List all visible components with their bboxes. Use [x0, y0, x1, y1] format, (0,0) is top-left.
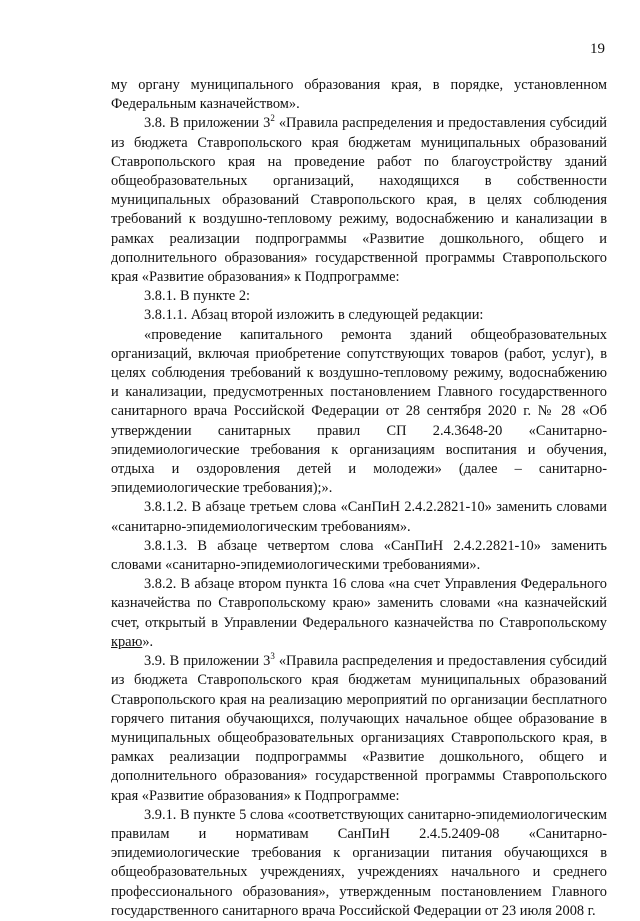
paragraph-text: 3.8.2. В абзаце втором пункта 16 слова «на счет Управления Федерального казначейства по Ставропольскому краю» заменить словами «на казначейский счет, открытый в Управлении Федерального казначейства по Ставропольскому: [111, 576, 607, 631]
paragraph-text: му органу муниципального образования края, в порядке, установленном Федеральным казначейством».: [111, 77, 607, 113]
paragraph-text: «проведение капитального ремонта зданий общеобразовательных организаций, включая приобретение сопутствующих товаров (работ, услуг), в целях соблюдения требований к воздушно-тепловому режиму, водоснабжению и канализации, предусмотренных постановлением Главного государственного санитарного врача Российской Федерации от 28 сентября 2020 г. № 28 «Об утверждении санитарных правил СП 2.4.3648-20 «Санитарно-эпидемиологические требования к организациям воспитания и обучения, отдыха и оздоровления детей и молодежи» (далее – санитарно-эпидемиологические требования);».: [111, 326, 607, 497]
paragraph-text: 3.8.1.2. В абзаце третьем слова «СанПиН 2.4.2.2821-10» заменить словами «санитарно-эпидемиологическим требованиям».: [111, 499, 607, 535]
footnote-reference: 2: [270, 113, 275, 124]
paragraph-text: ».: [142, 633, 154, 650]
paragraph-p8: [111, 652, 607, 806]
paragraph-p2: [111, 287, 607, 306]
paragraph-p0: [111, 76, 607, 114]
paragraph-p3: [111, 306, 607, 325]
paragraph-text: 3.8. В приложении 3: [144, 115, 271, 132]
document-body: [111, 76, 607, 921]
paragraph-p6: [111, 537, 607, 575]
paragraph-text: «Правила распределения и предоставления субсидий из бюджета Ставропольского края бюджетам муниципальных образований Ставропольского края на проведение работ по благоустройству зданий общеобразовательных организаций, находящихся в собственности муниципальных образований Ставропольского края, в целях соблюдения требований к воздушно-тепловому режиму, водоснабжению и канализации в рамках реализации подпрограммы «Развитие дошкольного, общего и дополнительного образования» государственной программы Ставропольского края «Развитие образования» к Подпрограмме:: [111, 115, 607, 286]
paragraph-text: краю: [111, 633, 143, 650]
paragraph-text: «Правила распределения и предоставления субсидий из бюджета Ставропольского края бюджетам муниципальных образований Ставропольского края на реализацию мероприятий по организации бесплатного горячего питания обучающихся, получающих начальное общее образование в муниципальных общеобразовательных организациях Ставропольского края, в рамках реализации подпрограммы «Развитие дошкольного, общего и дополнительного образования» государственной программы Ставропольского края «Развитие образования» к Подпрограмме:: [111, 653, 607, 804]
footnote-reference: 3: [270, 651, 275, 662]
page-number: 19: [590, 41, 605, 57]
paragraph-text: 3.8.1. В пункте 2:: [144, 288, 251, 305]
paragraph-p5: [111, 498, 607, 536]
paragraph-text: 3.8.1.1. Абзац второй изложить в следующей редакции:: [144, 307, 484, 324]
paragraph-p7: [111, 575, 607, 652]
paragraph-p4: [111, 326, 607, 499]
paragraph-text: 3.9.1. В пункте 5 слова «соответствующих санитарно-эпидемиологическим правилам и нормативам СанПиН 2.4.5.2409-08 «Санитарно-эпидемиологические требования к организации питания обучающихся в общеобразовательных учреждениях, учреждениях начального и среднего профессионального образования», утвержденным постановлением Главного государственного санитарного врача Российской Федерации от 23 июля 2008 г.: [111, 806, 607, 919]
paragraph-text: 3.9. В приложении 3: [144, 653, 271, 670]
paragraph-p1: [111, 114, 607, 287]
paragraph-text: 3.8.1.3. В абзаце четвертом слова «СанПиН 2.4.2.2821-10» заменить словами «санитарно-эпидемиологическими требованиями».: [111, 537, 607, 574]
paragraph-p9: [111, 806, 607, 921]
